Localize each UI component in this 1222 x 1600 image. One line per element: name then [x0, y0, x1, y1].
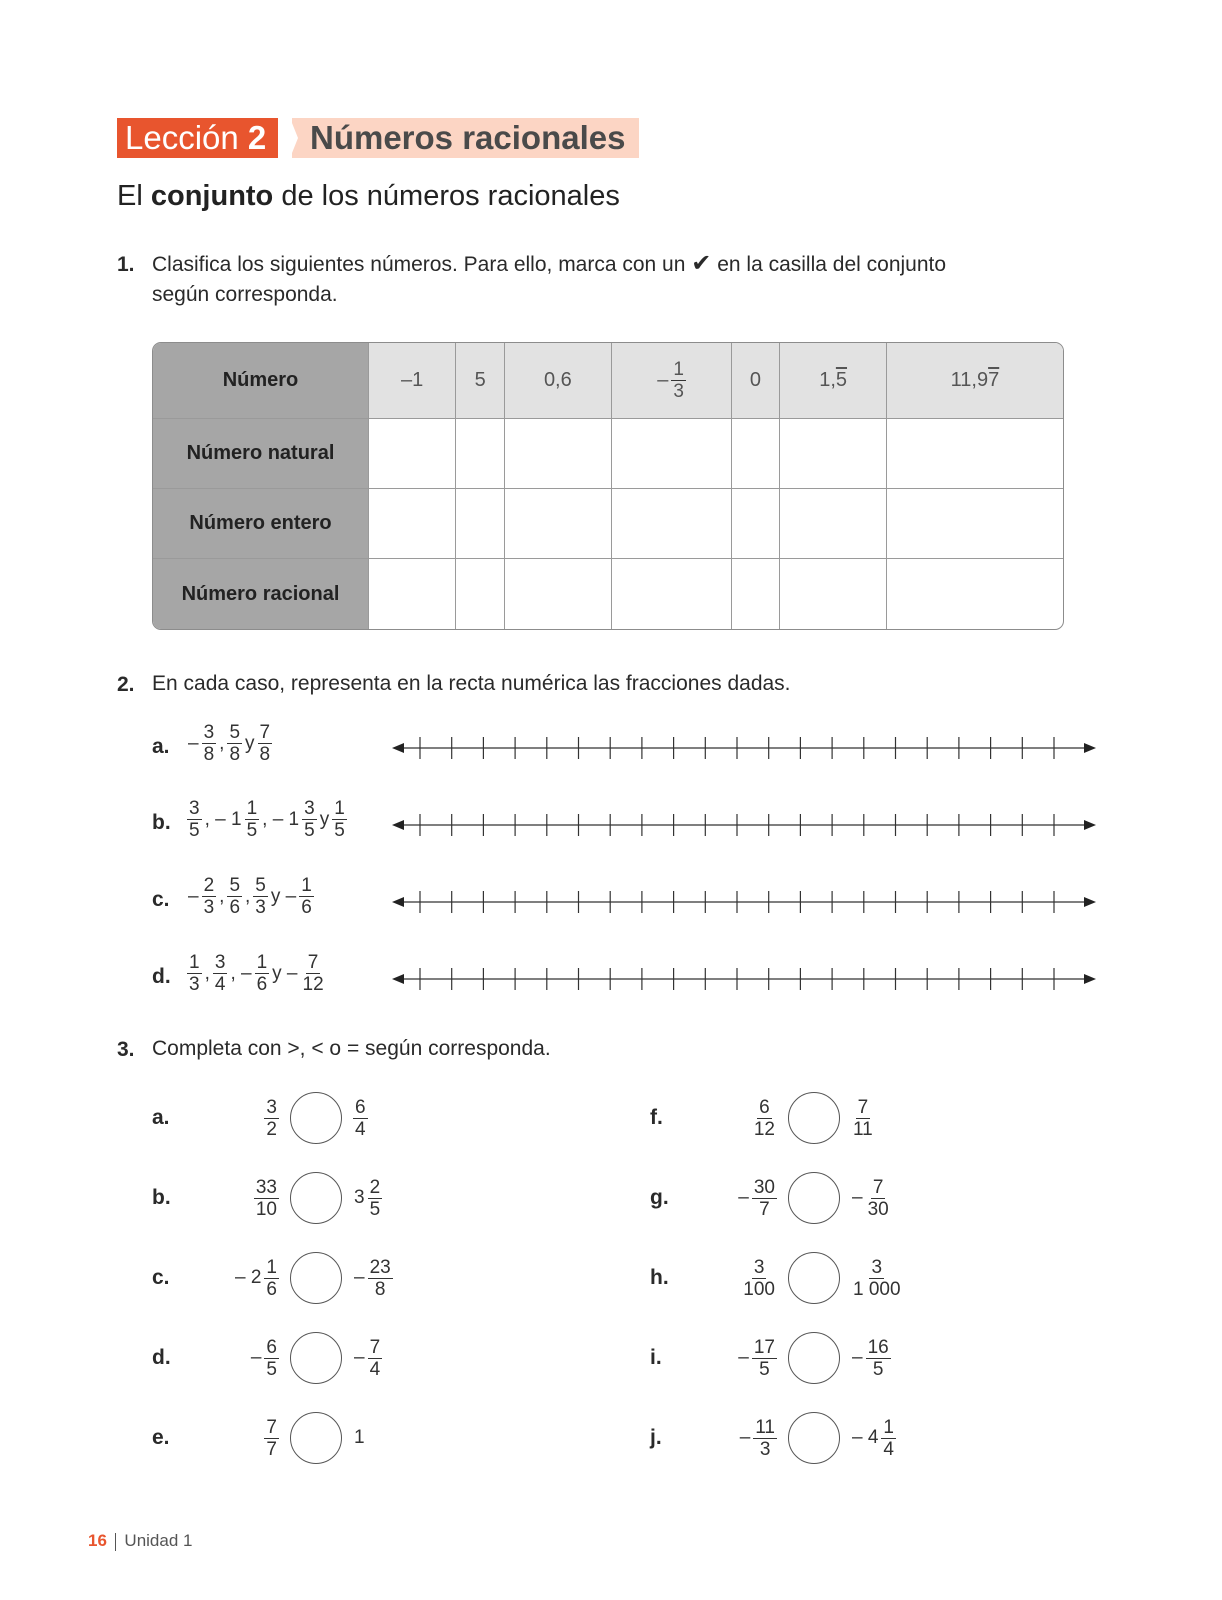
fraction-denominator: 5 — [189, 820, 200, 841]
item-label: h. — [650, 1266, 669, 1289]
fraction — [752, 1337, 777, 1380]
left-arrow-icon — [392, 974, 404, 984]
question-2-number: 2. — [117, 673, 135, 696]
fraction — [752, 1097, 777, 1140]
checkbox-cell[interactable] — [731, 559, 780, 629]
item-label: d. — [152, 1346, 171, 1369]
right-expression — [352, 1257, 394, 1300]
left-expression — [690, 1177, 778, 1220]
fraction-numerator: 1 — [334, 798, 345, 819]
fraction-numerator: 7 — [307, 952, 319, 973]
value-text: –1 — [401, 368, 424, 391]
checkbox-cell[interactable] — [886, 488, 1063, 558]
fraction-numerator: 3 — [304, 798, 315, 819]
fraction — [368, 1177, 383, 1220]
fraction-denominator: 4 — [214, 974, 226, 995]
lesson-number: 2 — [247, 119, 267, 156]
table-value-cell — [505, 343, 612, 418]
fraction — [851, 1257, 903, 1300]
answer-circle[interactable] — [290, 1332, 342, 1384]
comparison-item — [152, 1330, 383, 1386]
fraction-denominator: 2 — [266, 1118, 277, 1140]
fraction-denominator: 12 — [302, 974, 324, 995]
fraction-denominator: 6 — [266, 1278, 277, 1300]
fraction — [254, 1177, 279, 1220]
table-value-cell — [456, 343, 505, 418]
checkbox-cell[interactable] — [611, 559, 731, 629]
symbol: – — [188, 885, 199, 907]
lesson-word: Lección — [125, 119, 239, 156]
fraction-expression — [186, 952, 327, 995]
fraction — [368, 1337, 383, 1380]
fraction-expression — [186, 798, 348, 841]
fraction — [258, 722, 273, 765]
symbol: , — [219, 732, 225, 754]
item-label: e. — [152, 1426, 170, 1449]
comparison-item — [650, 1410, 897, 1466]
value-text: 0,6 — [543, 368, 572, 391]
value-repeating-digit: 5 — [835, 368, 848, 391]
checkbox-cell[interactable] — [731, 418, 780, 488]
fraction-denominator: 7 — [759, 1198, 770, 1220]
left-expression — [192, 1337, 280, 1380]
right-arrow-icon — [1084, 897, 1096, 907]
right-arrow-icon — [1084, 820, 1096, 830]
fraction — [227, 875, 242, 918]
left-expression — [690, 1417, 778, 1460]
table-value-cell — [731, 343, 780, 418]
fraction-denominator: 3 — [673, 380, 684, 402]
comparison-item — [650, 1330, 892, 1386]
row-header: Número racional — [153, 559, 369, 629]
right-expression — [352, 1337, 383, 1380]
item-label: c. — [152, 1266, 170, 1289]
comparison-item — [650, 1170, 892, 1226]
section-title-bold: conjunto — [150, 180, 274, 212]
fraction — [245, 798, 260, 841]
answer-circle[interactable] — [788, 1332, 840, 1384]
fraction-denominator: 3 — [759, 1438, 771, 1460]
item-label: j. — [650, 1426, 662, 1449]
right-expression — [850, 1417, 897, 1460]
fraction-numerator: 33 — [255, 1176, 277, 1198]
fraction-numerator: 1 — [266, 1256, 277, 1278]
right-expression — [352, 1097, 369, 1140]
fraction-numerator: 7 — [259, 722, 271, 743]
fraction — [741, 1257, 777, 1300]
checkbox-cell[interactable] — [369, 488, 456, 558]
fraction-denominator: 3 — [189, 974, 200, 995]
right-arrow-icon — [1084, 974, 1096, 984]
table-corner-header: Número — [153, 343, 369, 418]
table-row — [153, 559, 1063, 629]
symbol: – — [852, 1347, 863, 1368]
fraction-numerator: 1 — [256, 952, 268, 973]
table-value-cell — [886, 343, 1063, 418]
fraction — [213, 952, 228, 995]
fraction-numerator: 23 — [369, 1256, 391, 1278]
checkbox-cell[interactable] — [611, 418, 731, 488]
fraction-denominator: 1 000 — [853, 1278, 901, 1300]
fraction-denominator: 4 — [883, 1438, 894, 1460]
fraction-numerator: 7 — [872, 1176, 884, 1198]
answer-circle[interactable] — [290, 1252, 342, 1304]
fraction-denominator: 3 — [203, 897, 215, 918]
checkbox-cell[interactable] — [456, 488, 505, 558]
answer-circle[interactable] — [788, 1172, 840, 1224]
right-expression — [850, 1097, 876, 1140]
item-label: b. — [152, 811, 171, 834]
fraction-numerator: 5 — [229, 875, 241, 896]
value-text: 1, — [819, 368, 836, 391]
fraction-denominator: 6 — [301, 897, 312, 918]
fraction — [187, 952, 202, 995]
comparison-item — [650, 1090, 876, 1146]
lesson-arrow-icon — [290, 118, 298, 158]
page-number: 16 — [88, 1531, 107, 1550]
fraction — [264, 1097, 279, 1140]
fraction — [264, 1337, 279, 1380]
symbol: , — [219, 885, 225, 907]
table-value-cell — [369, 343, 456, 418]
fraction-numerator: 5 — [229, 722, 241, 743]
fraction-denominator: 8 — [374, 1278, 386, 1300]
symbol: , — [245, 885, 251, 907]
fraction-numerator: 3 — [203, 722, 215, 743]
fraction-numerator: 3 — [189, 798, 200, 819]
symbol: – — [738, 1347, 749, 1368]
fraction — [299, 875, 314, 918]
checkbox-cell[interactable] — [780, 418, 887, 488]
number-line[interactable] — [392, 887, 1096, 917]
lesson-title: Números racionales — [292, 118, 639, 158]
comparison-item — [152, 1250, 394, 1306]
fraction — [187, 798, 202, 841]
item-label: d. — [152, 965, 171, 988]
fraction — [752, 1177, 777, 1220]
left-expression — [192, 1177, 280, 1220]
fraction — [202, 875, 217, 918]
checkbox-cell[interactable] — [369, 418, 456, 488]
fraction-denominator: 5 — [304, 820, 315, 841]
row-header: Número entero — [153, 488, 369, 558]
fraction-numerator: 7 — [369, 1336, 381, 1358]
fraction-denominator: 5 — [369, 1198, 381, 1220]
fraction — [227, 722, 242, 765]
symbol: – — [188, 732, 199, 754]
item-label: c. — [152, 888, 170, 911]
fraction-denominator: 7 — [266, 1438, 277, 1460]
section-title-post: de los números racionales — [281, 180, 620, 212]
fraction-expression — [186, 875, 315, 918]
comparison-item — [650, 1250, 904, 1306]
checkbox-cell[interactable] — [505, 559, 612, 629]
comparison-item — [152, 1170, 383, 1226]
fraction-denominator: 12 — [753, 1118, 775, 1140]
fraction-numerator: 7 — [266, 1416, 277, 1438]
checkbox-cell[interactable] — [456, 418, 505, 488]
right-expression — [352, 1177, 383, 1220]
classification-table — [152, 342, 1064, 630]
checkbox-cell[interactable] — [505, 488, 612, 558]
symbol: y – — [270, 885, 297, 907]
fraction — [851, 1097, 875, 1140]
fraction — [881, 1417, 896, 1460]
left-expression — [690, 1097, 778, 1140]
table-value-cell — [780, 343, 887, 418]
question-1-text — [152, 249, 946, 310]
footer-divider — [115, 1533, 117, 1551]
fraction-numerator: 11 — [755, 1416, 775, 1438]
fraction-numerator: 1 — [246, 798, 258, 819]
question-1-text-line2: según corresponda. — [152, 283, 338, 306]
symbol: – — [250, 1347, 262, 1368]
symbol: – — [354, 1347, 365, 1368]
left-expression — [192, 1097, 280, 1140]
fraction — [866, 1337, 891, 1380]
right-arrow-icon — [1084, 743, 1096, 753]
fraction-denominator: 30 — [867, 1198, 889, 1220]
lesson-badge — [117, 118, 278, 158]
fraction — [866, 1177, 891, 1220]
fraction — [264, 1417, 279, 1460]
right-expression — [352, 1427, 367, 1449]
check-icon: ✔ — [691, 250, 712, 277]
fraction — [264, 1257, 279, 1300]
left-arrow-icon — [392, 743, 404, 753]
fraction-denominator: 11 — [853, 1118, 873, 1140]
checkbox-cell[interactable] — [456, 559, 505, 629]
fraction-denominator: 6 — [229, 897, 241, 918]
number-line[interactable] — [392, 964, 1096, 994]
symbol: , – 1 — [262, 808, 300, 830]
symbol: y — [245, 732, 255, 754]
right-expression — [850, 1177, 892, 1220]
row-header: Número natural — [153, 418, 369, 488]
symbol: , – — [230, 962, 252, 984]
fraction — [301, 952, 326, 995]
checkbox-cell[interactable] — [886, 559, 1063, 629]
unit-label: Unidad 1 — [124, 1531, 193, 1550]
item-label: i. — [650, 1346, 662, 1369]
fraction-numerator: 3 — [753, 1256, 765, 1278]
fraction — [353, 1097, 368, 1140]
fraction-denominator: 5 — [759, 1358, 770, 1380]
checkbox-cell[interactable] — [369, 559, 456, 629]
symbol: – 2 — [235, 1267, 262, 1288]
checkbox-cell[interactable] — [886, 418, 1063, 488]
symbol: , – 1 — [204, 808, 242, 830]
question-3-number: 3. — [117, 1038, 135, 1061]
symbol: – — [354, 1267, 365, 1288]
fraction-numerator: 2 — [203, 875, 215, 896]
fraction-numerator: 6 — [759, 1096, 770, 1118]
fraction-denominator: 3 — [255, 897, 266, 918]
right-expression — [850, 1337, 892, 1380]
comparison-item — [152, 1410, 367, 1466]
symbol: 1 — [354, 1427, 365, 1448]
symbol: – — [852, 1187, 863, 1208]
fraction-denominator: 5 — [872, 1358, 884, 1380]
left-expression — [690, 1337, 778, 1380]
fraction-denominator: 8 — [259, 744, 271, 765]
item-label: a. — [152, 1106, 170, 1129]
number-line[interactable] — [392, 810, 1096, 840]
fraction — [753, 1417, 777, 1460]
checkbox-cell[interactable] — [611, 488, 731, 558]
fraction-denominator: 5 — [266, 1358, 277, 1380]
fraction-denominator: 5 — [246, 820, 258, 841]
fraction-denominator: 8 — [203, 744, 215, 765]
fraction-denominator: 4 — [369, 1358, 381, 1380]
fraction — [202, 722, 217, 765]
answer-circle[interactable] — [290, 1412, 342, 1464]
checkbox-cell[interactable] — [780, 559, 887, 629]
value-text: 11,9 — [950, 368, 989, 391]
fraction-denominator: 6 — [256, 974, 268, 995]
fraction-denominator: 8 — [229, 744, 241, 765]
table-value-cell — [611, 343, 731, 418]
value-text: 5 — [474, 368, 486, 391]
symbol: y – — [272, 962, 298, 984]
checkbox-cell[interactable] — [731, 488, 780, 558]
fraction-numerator: 3 — [871, 1256, 883, 1278]
item-label: a. — [152, 735, 170, 758]
fraction-denominator: 10 — [255, 1198, 277, 1220]
left-expression — [192, 1417, 280, 1460]
question-3-text: Completa con >, < o = según corresponda. — [152, 1037, 551, 1060]
fraction-numerator: 3 — [214, 952, 226, 973]
number-line[interactable] — [392, 733, 1096, 763]
item-label: b. — [152, 1186, 171, 1209]
checkbox-cell[interactable] — [780, 488, 887, 558]
fraction-numerator: 16 — [867, 1336, 889, 1358]
symbol: – — [739, 1427, 751, 1448]
fraction-denominator: 5 — [334, 820, 345, 841]
answer-circle[interactable] — [290, 1172, 342, 1224]
value-text: 0 — [749, 368, 762, 391]
fraction-numerator: 1 — [673, 358, 684, 380]
symbol: , — [204, 962, 210, 984]
table-row — [153, 418, 1063, 488]
question-1-number: 1. — [117, 253, 135, 276]
symbol: – 4 — [852, 1427, 879, 1448]
section-title — [117, 180, 620, 213]
value-fraction — [671, 359, 686, 402]
question-1-text-before: Clasifica los siguientes números. Para ello, marca con un — [152, 253, 686, 276]
fraction — [255, 952, 270, 995]
fraction-numerator: 30 — [753, 1176, 775, 1198]
left-arrow-icon — [392, 897, 404, 907]
page-footer — [88, 1531, 192, 1551]
checkbox-cell[interactable] — [505, 418, 612, 488]
item-label: g. — [650, 1186, 669, 1209]
fraction-numerator: 5 — [255, 875, 266, 896]
fraction-numerator: 2 — [369, 1176, 381, 1198]
value-sign: – — [657, 368, 669, 391]
comparison-item — [152, 1090, 369, 1146]
fraction — [368, 1257, 393, 1300]
symbol: y — [319, 808, 330, 830]
answer-circle[interactable] — [788, 1412, 840, 1464]
answer-circle[interactable] — [788, 1092, 840, 1144]
fraction — [302, 798, 317, 841]
fraction — [332, 798, 347, 841]
fraction-numerator: 1 — [883, 1416, 894, 1438]
fraction-numerator: 17 — [753, 1336, 775, 1358]
fraction-denominator: 100 — [743, 1278, 775, 1300]
symbol: 3 — [354, 1187, 365, 1208]
answer-circle[interactable] — [788, 1252, 840, 1304]
fraction-numerator: 1 — [301, 875, 312, 896]
item-label: f. — [650, 1106, 663, 1129]
left-arrow-icon — [392, 820, 404, 830]
table-header-row — [153, 343, 1063, 418]
fraction-expression — [186, 722, 273, 765]
fraction-numerator: 3 — [266, 1096, 277, 1118]
right-expression — [850, 1257, 904, 1300]
question-2-text: En cada caso, representa en la recta numérica las fracciones dadas. — [152, 672, 791, 695]
fraction-numerator: 6 — [266, 1336, 277, 1358]
symbol: – — [738, 1187, 749, 1208]
fraction-denominator: 4 — [355, 1118, 366, 1140]
fraction-numerator: 1 — [189, 952, 200, 973]
answer-circle[interactable] — [290, 1092, 342, 1144]
fraction-numerator: 6 — [355, 1096, 366, 1118]
question-1-text-after: en la casilla del conjunto — [717, 253, 947, 276]
fraction-numerator: 7 — [857, 1096, 869, 1118]
left-expression — [192, 1257, 280, 1300]
table-row — [153, 488, 1063, 558]
value-repeating-digit: 7 — [988, 368, 1000, 391]
section-title-pre: El — [117, 180, 143, 212]
fraction — [253, 875, 268, 918]
left-expression — [690, 1257, 778, 1300]
